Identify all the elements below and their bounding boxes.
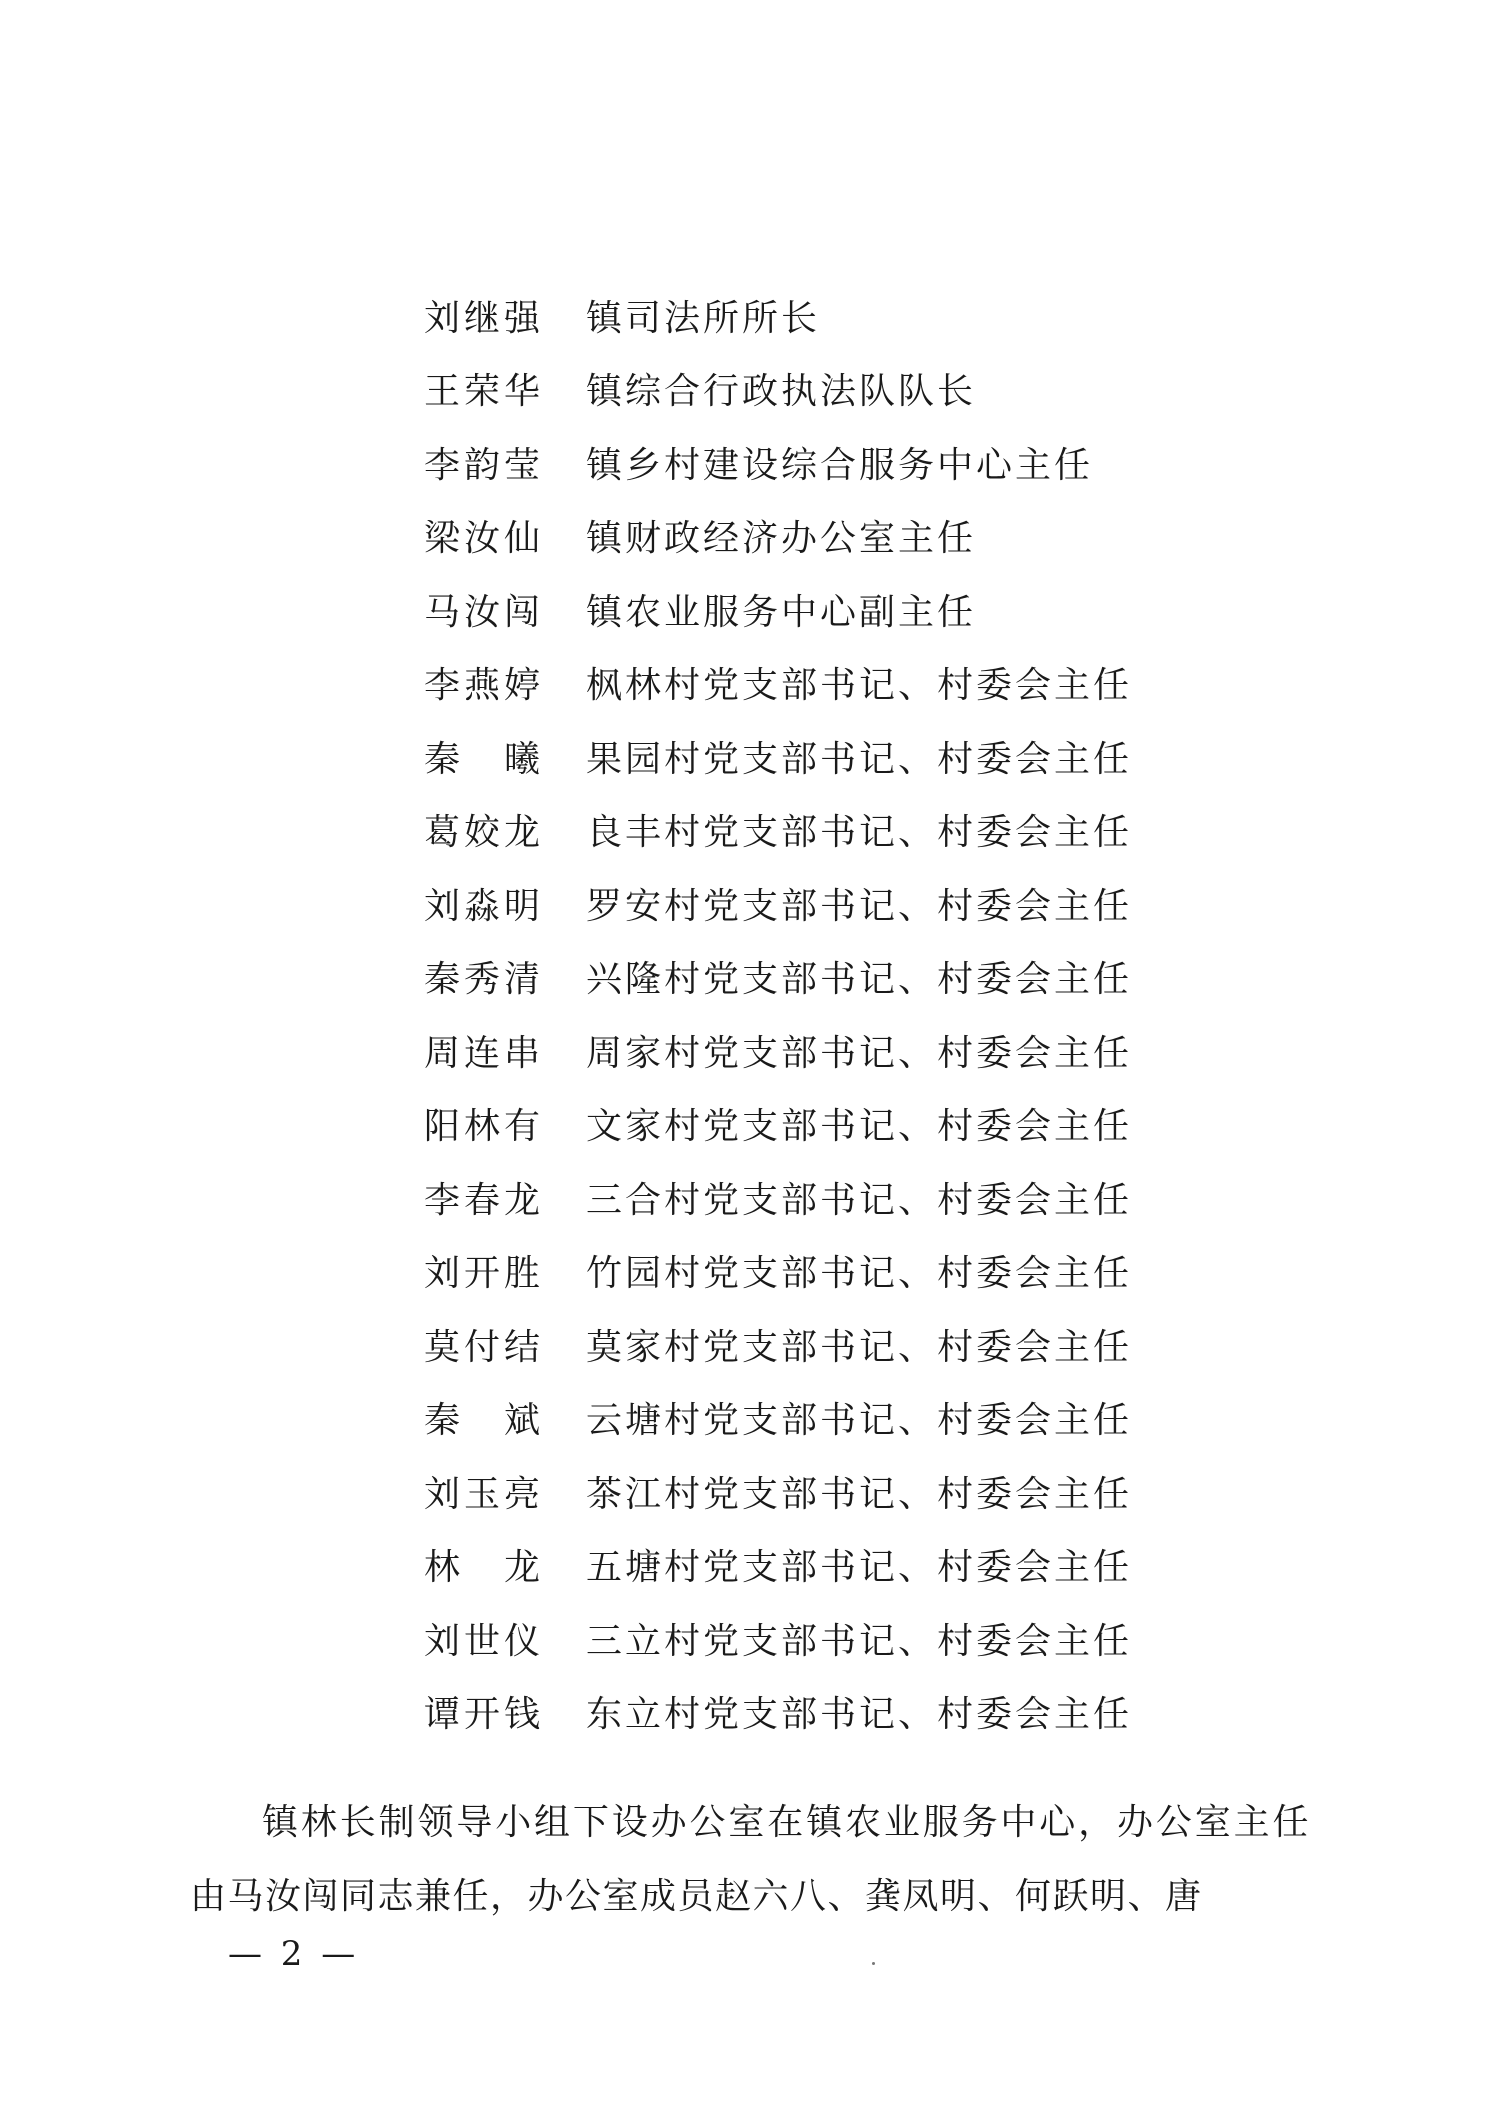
member-row [424, 797, 1384, 871]
member-role: 文家村党支部书记、村委会主任 [586, 1106, 1133, 1148]
member-row [424, 1385, 1384, 1459]
member-name: 李燕婷 [424, 665, 540, 707]
member-name: 刘淼明 [424, 885, 540, 927]
member-row [424, 576, 1384, 650]
member-row [424, 429, 1384, 503]
member-row [424, 1311, 1384, 1385]
member-role: 镇综合行政执法队队长 [586, 371, 977, 413]
member-name: 刘继强 [424, 297, 540, 339]
member-role: 镇乡村建设综合服务中心主任 [586, 444, 1094, 486]
member-role: 竹园村党支部书记、村委会主任 [586, 1253, 1133, 1295]
member-row [424, 503, 1384, 577]
member-name: 秦曦 [424, 738, 540, 780]
member-role: 三立村党支部书记、村委会主任 [586, 1620, 1133, 1662]
member-role: 镇农业服务中心副主任 [586, 591, 977, 633]
member-role: 良丰村党支部书记、村委会主任 [586, 812, 1133, 854]
member-name: 马汝闯 [424, 591, 540, 633]
member-role: 兴隆村党支部书记、村委会主任 [586, 959, 1133, 1001]
member-role: 云塘村党支部书记、村委会主任 [586, 1400, 1133, 1442]
member-role: 三合村党支部书记、村委会主任 [586, 1179, 1133, 1221]
member-role: 枫林村党支部书记、村委会主任 [586, 665, 1133, 707]
page-number: — 2 — [228, 1934, 360, 1974]
member-row [424, 944, 1384, 1018]
member-row [424, 1679, 1384, 1753]
member-role: 五塘村党支部书记、村委会主任 [586, 1547, 1133, 1589]
member-row [424, 282, 1384, 356]
member-name: 阳林有 [424, 1106, 540, 1148]
member-row [424, 870, 1384, 944]
member-name: 林龙 [424, 1547, 540, 1589]
member-name: 李韵莹 [424, 444, 540, 486]
member-row [424, 1605, 1384, 1679]
member-name: 刘开胜 [424, 1253, 540, 1295]
member-name: 李春龙 [424, 1179, 540, 1221]
member-name: 秦斌 [424, 1400, 540, 1442]
member-row [424, 1164, 1384, 1238]
member-row [424, 1532, 1384, 1606]
member-role: 果园村党支部书记、村委会主任 [586, 738, 1133, 780]
scan-speck [872, 1962, 875, 1965]
member-name: 周连串 [424, 1032, 540, 1074]
member-role: 镇司法所所长 [586, 297, 821, 339]
member-name: 莫付结 [424, 1326, 540, 1368]
member-role: 周家村党支部书记、村委会主任 [586, 1032, 1133, 1074]
member-row [424, 723, 1384, 797]
member-row [424, 1238, 1384, 1312]
member-role: 罗安村党支部书记、村委会主任 [586, 885, 1133, 927]
member-name: 刘世仪 [424, 1620, 540, 1662]
member-name: 王荣华 [424, 371, 540, 413]
member-role: 莫家村党支部书记、村委会主任 [586, 1326, 1133, 1368]
member-role: 茶江村党支部书记、村委会主任 [586, 1473, 1133, 1515]
member-name: 葛姣龙 [424, 812, 540, 854]
member-row [424, 356, 1384, 430]
member-role: 镇财政经济办公室主任 [586, 518, 977, 560]
member-row [424, 1091, 1384, 1165]
member-row [424, 650, 1384, 724]
office-paragraph: 镇林长制领导小组下设办公室在镇农业服务中心，办公室主任由马汝闯同志兼任，办公室成员赵六八、龚凤明、何跃明、唐 [190, 1802, 1310, 1917]
member-name: 谭开钱 [424, 1694, 540, 1736]
member-row [424, 1017, 1384, 1091]
member-name: 秦秀清 [424, 959, 540, 1001]
member-role: 东立村党支部书记、村委会主任 [586, 1694, 1133, 1736]
member-name: 刘玉亮 [424, 1473, 540, 1515]
member-list [424, 282, 1384, 1752]
member-row [424, 1458, 1384, 1532]
member-name: 梁汝仙 [424, 518, 540, 560]
